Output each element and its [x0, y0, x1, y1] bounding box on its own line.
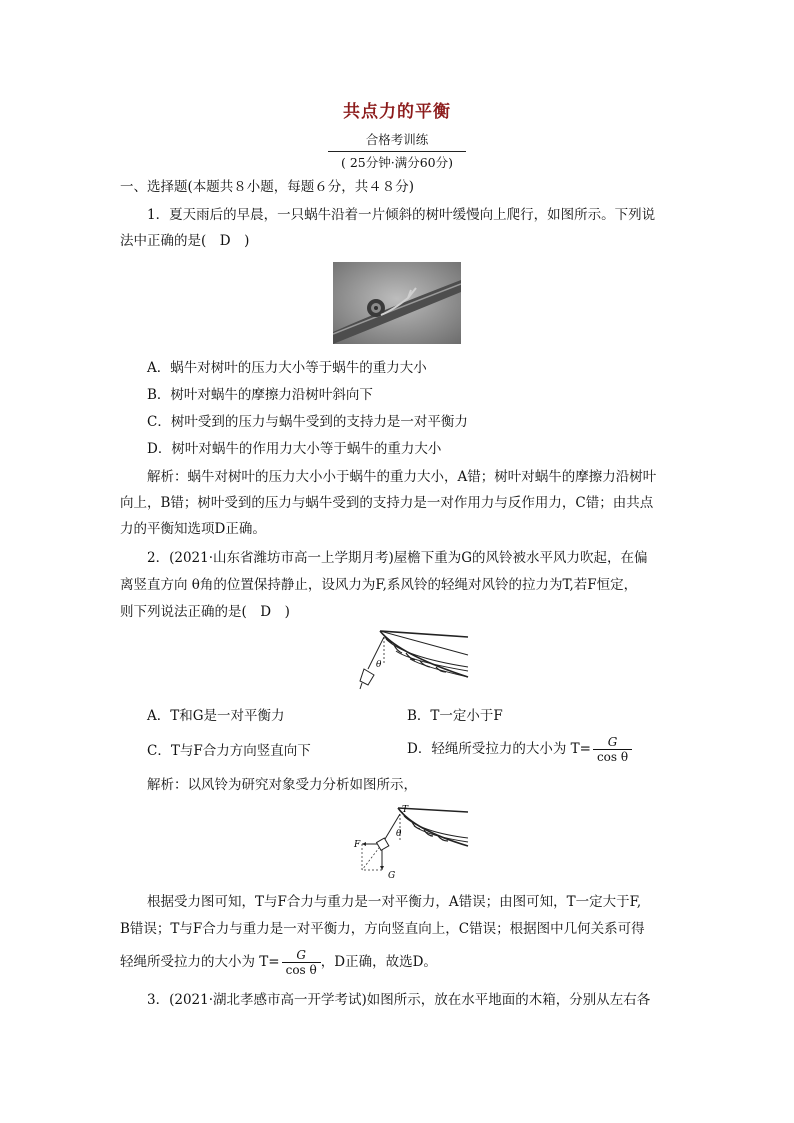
q1-option-b: B．树叶对蜗牛的摩擦力沿树叶斜向下 — [147, 387, 373, 403]
force-diagram — [350, 800, 470, 880]
q2-analysis-fraction — [282, 948, 321, 977]
fig-label-f: F — [354, 840, 361, 850]
q2-option-b: B．T一定小于F — [407, 708, 503, 724]
analysis-fraction-numerator: G — [282, 948, 321, 963]
q2-option-d — [407, 735, 632, 764]
q3-stem-line1: 3．(2021·湖北孝感市高一开学考试)如图所示，放在水平地面的木箱，分别从左右各 — [147, 992, 651, 1008]
wind-chime-figure — [340, 625, 470, 695]
q2-analysis-intro: 解析：以风铃为研究对象受力分析如图所示， — [147, 777, 417, 793]
time-info: ( 25分钟·满分60分) — [340, 155, 453, 170]
q2-analysis-line3 — [120, 948, 437, 977]
q2-analysis-line3-pre: 轻绳所受拉力的大小为 T= — [120, 954, 280, 970]
q1-stem-line1: 1．夏天雨后的早晨，一只蜗牛沿着一片倾斜的树叶缓慢向上爬行，如图所示。下列说 — [147, 207, 656, 223]
q2-option-d-text: D．轻绳所受拉力的大小为 T= — [407, 741, 591, 757]
theta-label-1: θ — [376, 660, 382, 670]
q1-option-c: C．树叶受到的压力与蜗牛受到的支持力是一对平衡力 — [147, 414, 468, 430]
q2-stem-line3: 则下列说法正确的是( D ) — [120, 604, 290, 620]
q2-analysis-line2: B错误；T与F合力与重力是一对平衡力，方向竖直向上，C错误；根据图中几何关系可得 — [120, 921, 645, 937]
subtitle: 合格考训练 — [365, 132, 429, 147]
q1-analysis-line2: 向上，B错；树叶受到的压力与蜗牛受到的支持力是一对作用力与反作用力，C错；由共点 — [120, 495, 654, 511]
q1-analysis-line3: 力的平衡知选项D正确。 — [120, 521, 266, 537]
fig-label-t: T — [402, 805, 409, 815]
fig-label-theta: θ — [396, 829, 402, 839]
q1-analysis-line1: 解析：蜗牛对树叶的压力大小小于蜗牛的重力大小，A错；树叶对蜗牛的摩擦力沿树叶 — [147, 469, 657, 485]
q1-option-d: D．树叶对蜗牛的作用力大小等于蜗牛的重力大小 — [147, 441, 442, 457]
q1-stem-line2: 法中正确的是( D ) — [120, 233, 250, 249]
q2-option-a: A．T和G是一对平衡力 — [147, 708, 285, 724]
q2-stem-line1: 2．(2021·山东省潍坊市高一上学期月考)屋檐下重为G的风铃被水平风力吹起，在偏 — [147, 550, 648, 566]
q2-analysis-line1: 根据受力图可知，T与F合力与重力是一对平衡力，A错误；由图可知，T一定大于F, — [147, 894, 642, 910]
page-title: 共点力的平衡 — [343, 102, 451, 122]
section-heading: 一、选择题(本题共８小题，每题６分，共４８分) — [120, 179, 415, 195]
analysis-fraction-denominator: cos θ — [285, 963, 317, 977]
q2-option-c: C．T与F合力方向竖直向下 — [147, 743, 311, 759]
title-divider — [328, 151, 466, 152]
snail-photo — [333, 262, 461, 344]
q2-stem-line2: 离竖直方向 θ角的位置保持静止，设风力为F,系风铃的轻绳对风铃的拉力为T,若F恒定， — [120, 577, 638, 593]
q2-analysis-line3-post: ，D正确，故选D。 — [320, 954, 437, 970]
fraction-numerator: G — [593, 735, 632, 750]
fraction-denominator: cos θ — [596, 750, 629, 764]
q2-option-d-fraction — [593, 735, 632, 764]
fig-label-g: G — [388, 871, 396, 880]
q1-option-a: A．蜗牛对树叶的压力大小等于蜗牛的重力大小 — [147, 360, 427, 376]
